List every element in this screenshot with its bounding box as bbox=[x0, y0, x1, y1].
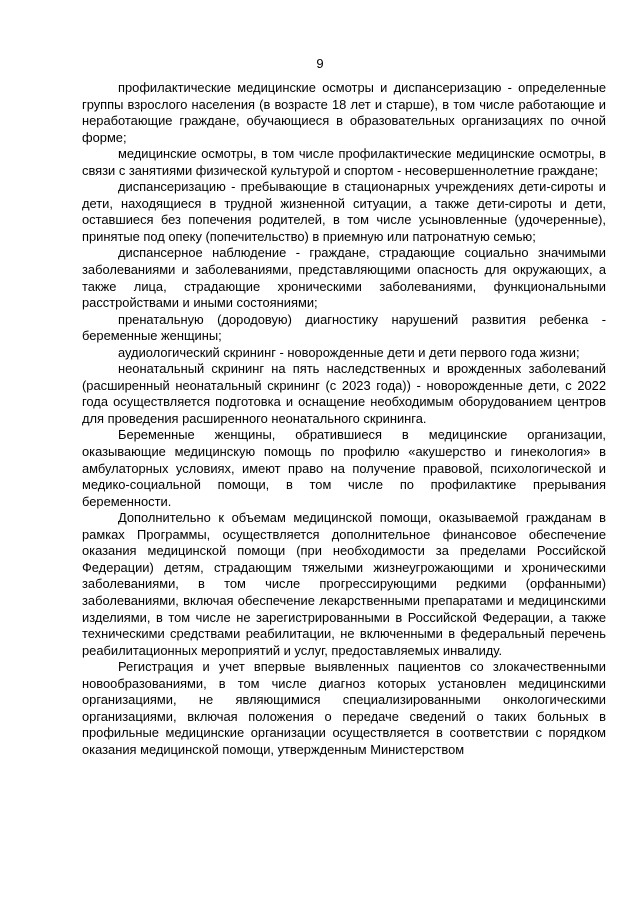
paragraph-pregnant-women: Беременные женщины, обратившиеся в медицинские организации, оказывающие медицинскую помощь по профилю «акушерство и гинекология» в амбулаторных условиях, имеют право на получение правовой, психологической и медико-социальной помощи, в том числе по профилактике прерывания беременности. bbox=[82, 427, 606, 509]
paragraph-dispensary-observation: диспансерное наблюдение - граждане, страдающие социально значимыми заболеваниями и заболеваниями, представляющими опасность для окружающих, а также лица, страдающие хроническими заболеваниями, функциональными расстройствами и иными состояниями; bbox=[82, 245, 606, 311]
paragraph-audiological-screening: аудиологический скрининг - новорожденные дети и дети первого года жизни; bbox=[118, 344, 580, 360]
paragraph-sports-exams: медицинские осмотры, в том числе профилактические медицинские осмотры, в связи с занятиями физической культурой и спортом - несовершеннолетние граждане; bbox=[82, 146, 606, 178]
paragraph-preventive-exams: профилактические медицинские осмотры и диспансеризацию - определенные группы взрослого населения (в возрасте 18 лет и старше), в том числе работающие и неработающие граждане, обучающиеся в образовательных организациях по очной форме; bbox=[82, 80, 606, 145]
page-number: 9 bbox=[316, 56, 324, 71]
paragraph-prenatal-diagnostics: пренатальную (дородовую) диагностику нарушений развития ребенка - беременные женщины; bbox=[82, 311, 606, 344]
paragraph-neonatal-screening: неонатальный скрининг на пять наследственных и врожденных заболеваний (расширенный неонатальный скрининг (с 2023 года)) - новорожденные дети, с 2022 года осуществляется подготовка и оснащение необходимым оборудованием центров для проведения расширенного неонатального скрининга. bbox=[82, 361, 606, 426]
document-body bbox=[82, 80, 606, 758]
paragraph-cancer-registration: Регистрация и учет впервые выявленных пациентов со злокачественными новообразованиями, в том числе диагноз которых установлен медицинскими организациями, не являющимися специализированными онкологическими организациями, включая положения о передаче сведений о таких больных в профильные медицинские организации осуществляется в соответствии с порядком оказания медицинской помощи, утвержденным Министерством bbox=[82, 659, 606, 757]
paragraph-additional-funding: Дополнительно к объемам медицинской помощи, оказываемой гражданам в рамках Программы, осуществляется дополнительное финансовое обеспечение оказания медицинской помощи (при необходимости за пределами Российской Федерации) детям, страдающим тяжелыми жизнеугрожающими и хроническими заболеваниями, в том числе прогрессирующими редкими (орфанными) заболеваниями, включая обеспечение лекарственными препаратами и медицинскими изделиями, в том числе не зарегистрированными в Российской Федерации, а также техническими средствами реабилитации, не включенными в федеральный перечень реабилитационных мероприятий и услуг, предоставляемых инвалиду. bbox=[82, 510, 606, 658]
paragraph-orphan-dispensary: диспансеризацию - пребывающие в стационарных учреждениях дети-сироты и дети, находящиеся в трудной жизненной ситуации, а также дети-сироты и дети, оставшиеся без попечения родителей, в том числе усыновленные (удочеренные), принятые под опеку (попечительство) в приемную или патронатную семью; bbox=[82, 179, 606, 244]
